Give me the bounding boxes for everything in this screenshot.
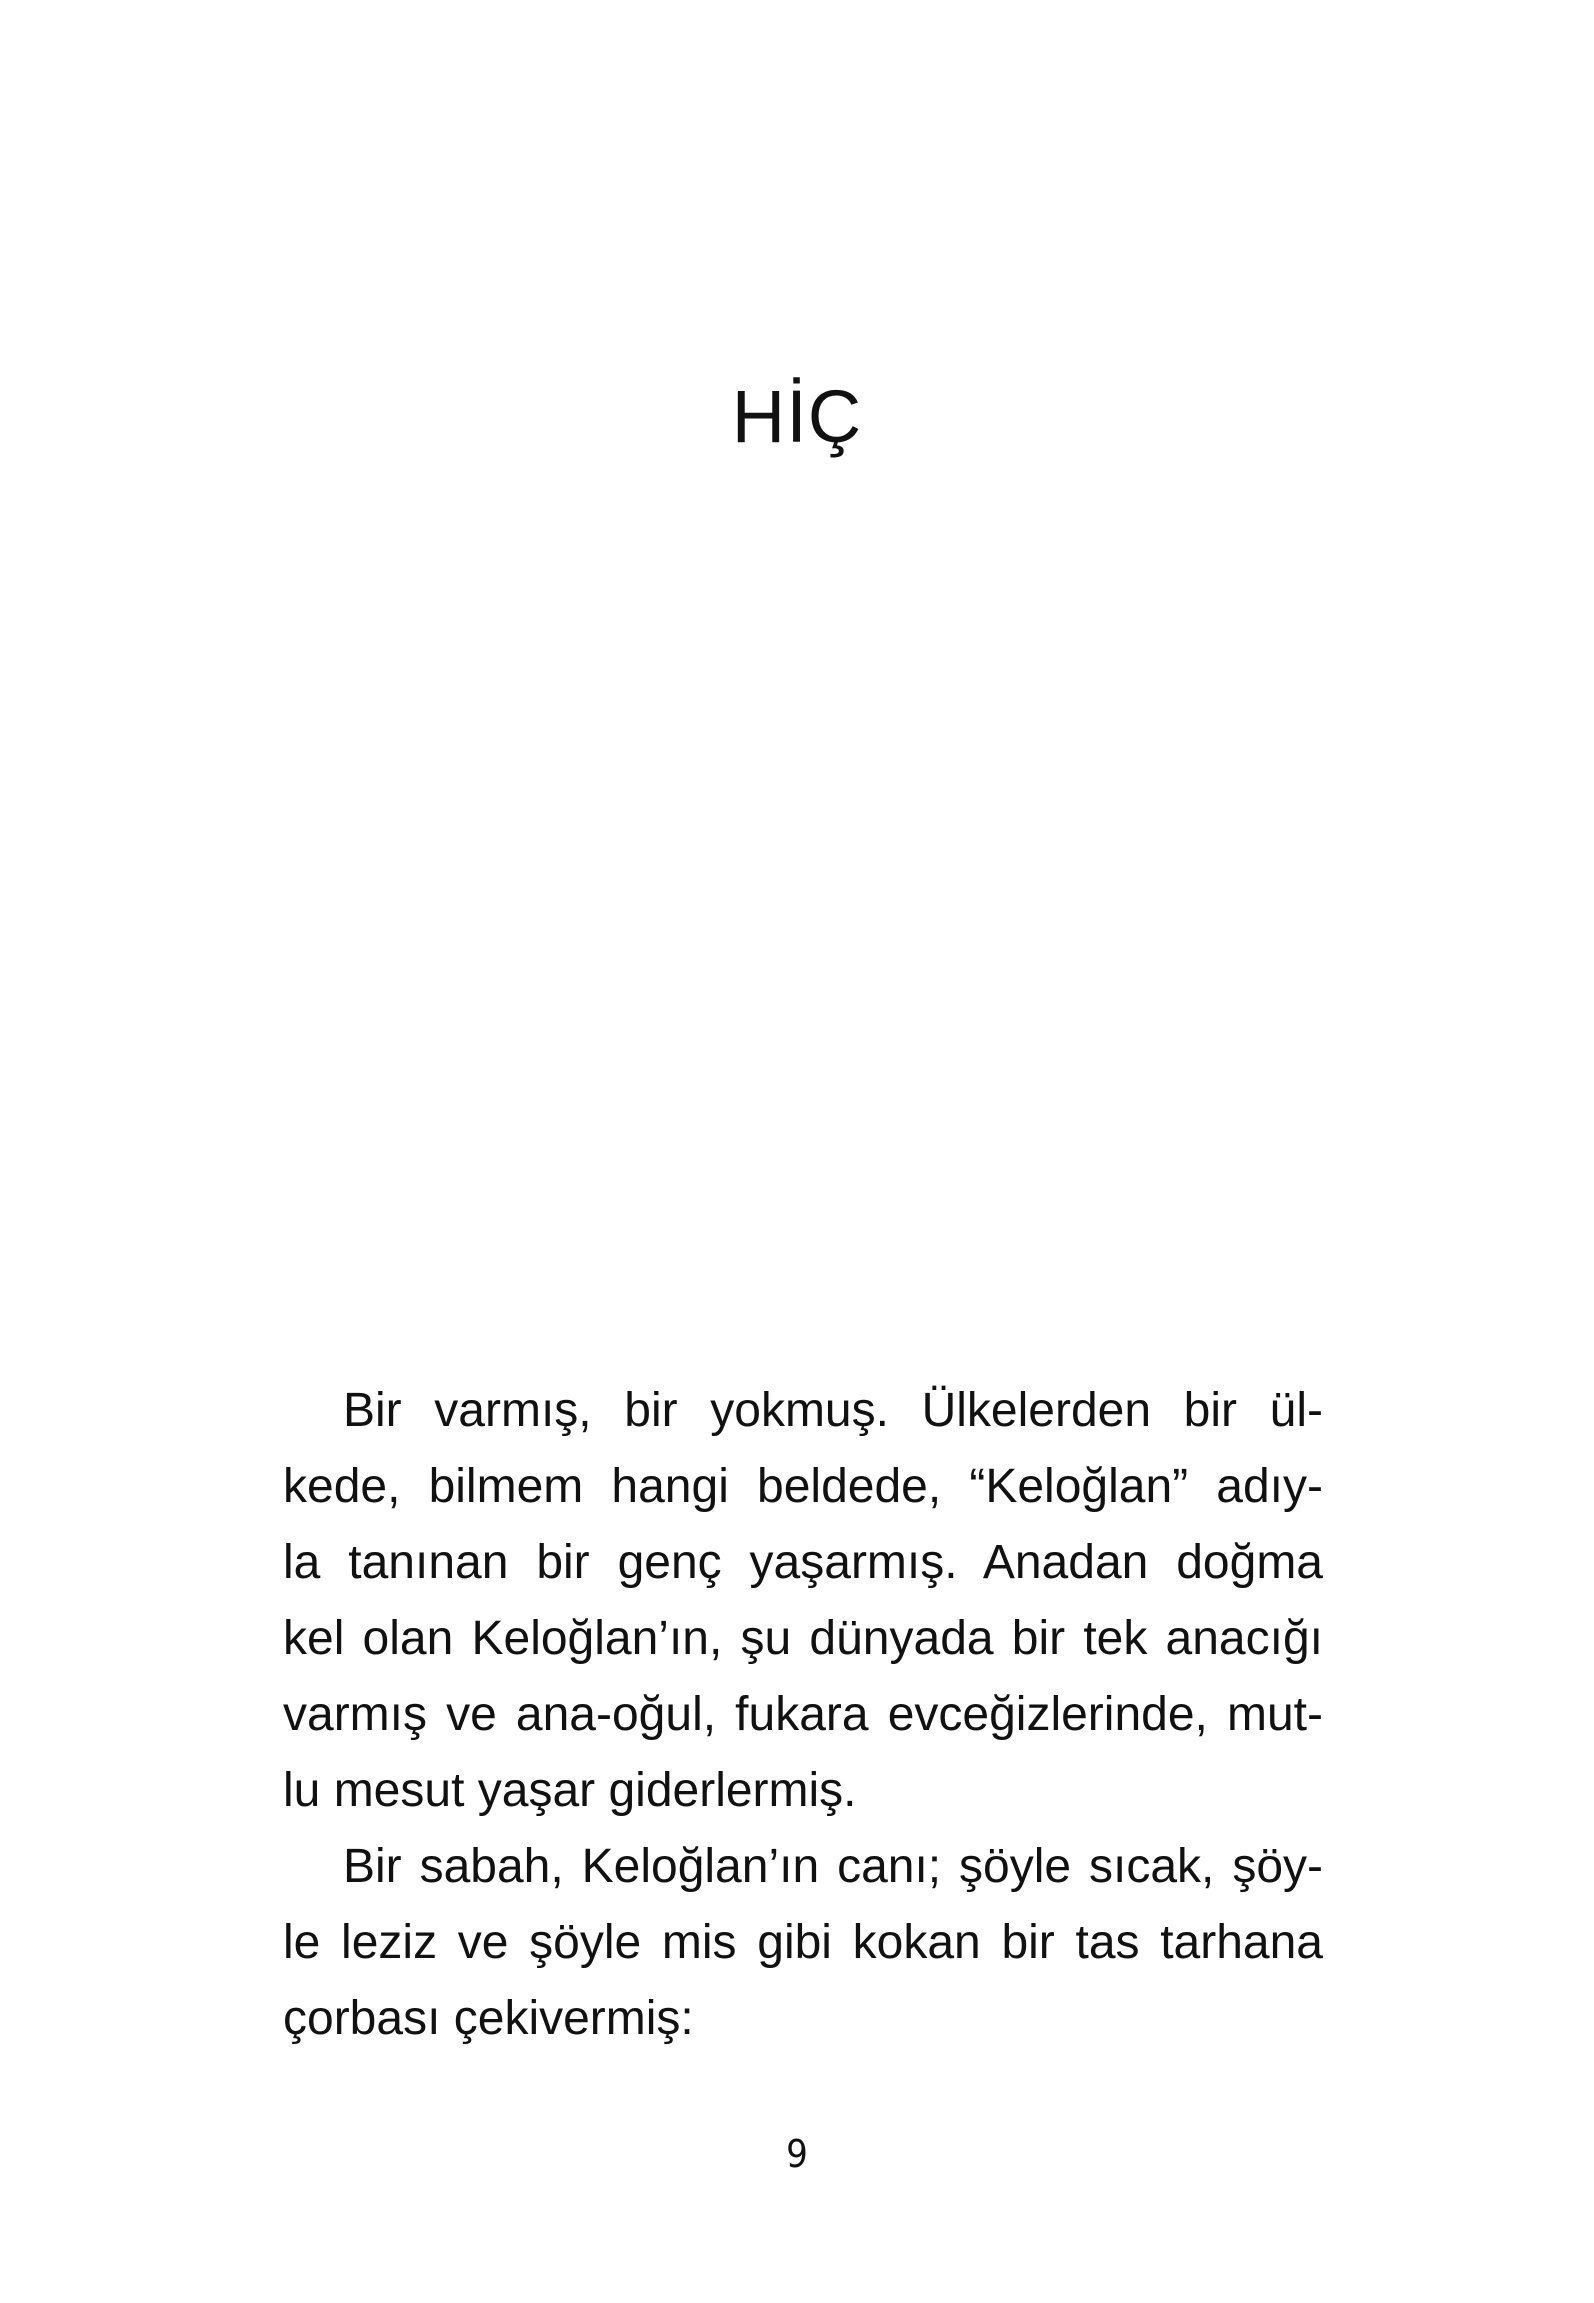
- text-line: varmış ve ana-oğul, fukara evceğizlerinde, mut-: [283, 1688, 1323, 1741]
- text-line: la tanınan bir genç yaşarmış. Anadan doğma: [283, 1536, 1323, 1589]
- text-line: çorbası çekivermiş:: [283, 1992, 694, 2045]
- text-line: kede, bilmem hangi beldede, “Keloğlan” adıy-: [283, 1460, 1323, 1513]
- paragraph-1: [283, 1373, 1323, 1829]
- page-number: 9: [786, 2132, 808, 2176]
- body-text: [283, 1373, 1323, 2057]
- text-line: le leziz ve şöyle mis gibi kokan bir tas tarhana: [283, 1916, 1323, 1969]
- text-line: Bir sabah, Keloğlan’ın canı; şöyle sıcak, şöy-: [343, 1840, 1323, 1893]
- chapter-title: HİÇ: [731, 375, 863, 458]
- text-line: kel olan Keloğlan’ın, şu dünyada bir tek anacığı: [283, 1612, 1323, 1665]
- paragraph-2: [283, 1829, 1323, 2057]
- text-line: lu mesut yaşar giderlermiş.: [283, 1764, 857, 1817]
- text-line: Bir varmış, bir yokmuş. Ülkelerden bir ül-: [343, 1384, 1323, 1437]
